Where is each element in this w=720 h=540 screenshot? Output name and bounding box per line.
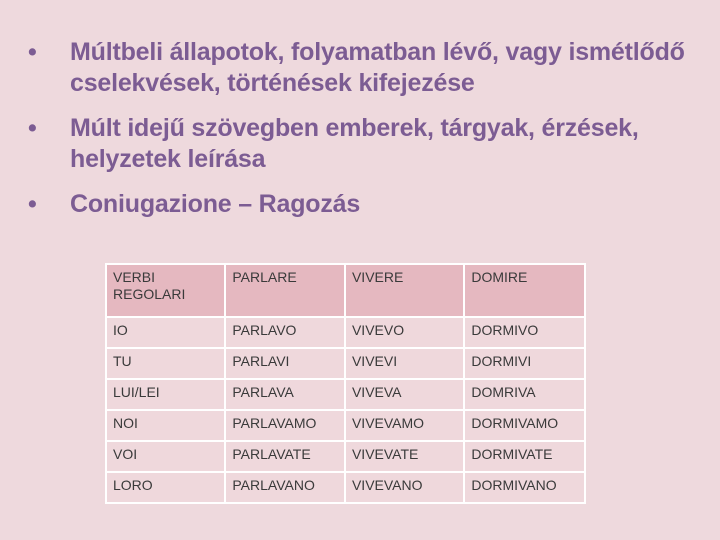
table-cell: LORO bbox=[106, 472, 225, 503]
table-cell: VOI bbox=[106, 441, 225, 472]
table-row bbox=[106, 348, 585, 379]
table-header-row bbox=[106, 264, 585, 317]
table-row bbox=[106, 441, 585, 472]
table-cell: TU bbox=[106, 348, 225, 379]
table-cell: LUI/LEI bbox=[106, 379, 225, 410]
table-cell: PARLAVANO bbox=[225, 472, 345, 503]
table-cell: PARLAVAMO bbox=[225, 410, 345, 441]
table-cell: VIVEVANO bbox=[345, 472, 464, 503]
header-cell: PARLARE bbox=[225, 264, 345, 317]
table-cell: DORMIVANO bbox=[464, 472, 585, 503]
table-cell: DORMIVAMO bbox=[464, 410, 585, 441]
table-row bbox=[106, 472, 585, 503]
bullet-item bbox=[28, 113, 708, 175]
conjugation-table bbox=[105, 263, 586, 504]
table-cell: DORMIVATE bbox=[464, 441, 585, 472]
table-cell: NOI bbox=[106, 410, 225, 441]
bullet-dot-icon: • bbox=[28, 190, 37, 218]
table-cell: VIVEVO bbox=[345, 317, 464, 348]
table-cell: DORMIVO bbox=[464, 317, 585, 348]
bullet-dot-icon: • bbox=[28, 114, 37, 142]
table-cell: PARLAVATE bbox=[225, 441, 345, 472]
table-cell: VIVEVATE bbox=[345, 441, 464, 472]
bullet-text: Múltbeli állapotok, folyamatban lévő, vagy ismétlődő cselekvések, történések kifejezése bbox=[70, 38, 685, 97]
header-cell: VIVERE bbox=[345, 264, 464, 317]
table-row bbox=[106, 379, 585, 410]
bullet-dot-icon: • bbox=[28, 38, 37, 66]
bullet-text: Múlt idejű szövegben emberek, tárgyak, érzések, helyzetek leírása bbox=[70, 114, 639, 173]
header-cell: VERBI REGOLARI bbox=[106, 264, 225, 317]
table-cell: PARLAVI bbox=[225, 348, 345, 379]
table-cell: DORMIVI bbox=[464, 348, 585, 379]
table-cell: PARLAVA bbox=[225, 379, 345, 410]
table-cell: DOMRIVA bbox=[464, 379, 585, 410]
table-cell: VIVEVAMO bbox=[345, 410, 464, 441]
bullet-list bbox=[28, 37, 708, 234]
table-cell: VIVEVA bbox=[345, 379, 464, 410]
header-cell: DOMIRE bbox=[464, 264, 585, 317]
table-cell: PARLAVO bbox=[225, 317, 345, 348]
bullet-item bbox=[28, 37, 708, 99]
bullet-item bbox=[28, 189, 708, 220]
bullet-text: Coniugazione – Ragozás bbox=[70, 190, 361, 218]
table-row bbox=[106, 317, 585, 348]
table-row bbox=[106, 410, 585, 441]
table-cell: IO bbox=[106, 317, 225, 348]
table-cell: VIVEVI bbox=[345, 348, 464, 379]
